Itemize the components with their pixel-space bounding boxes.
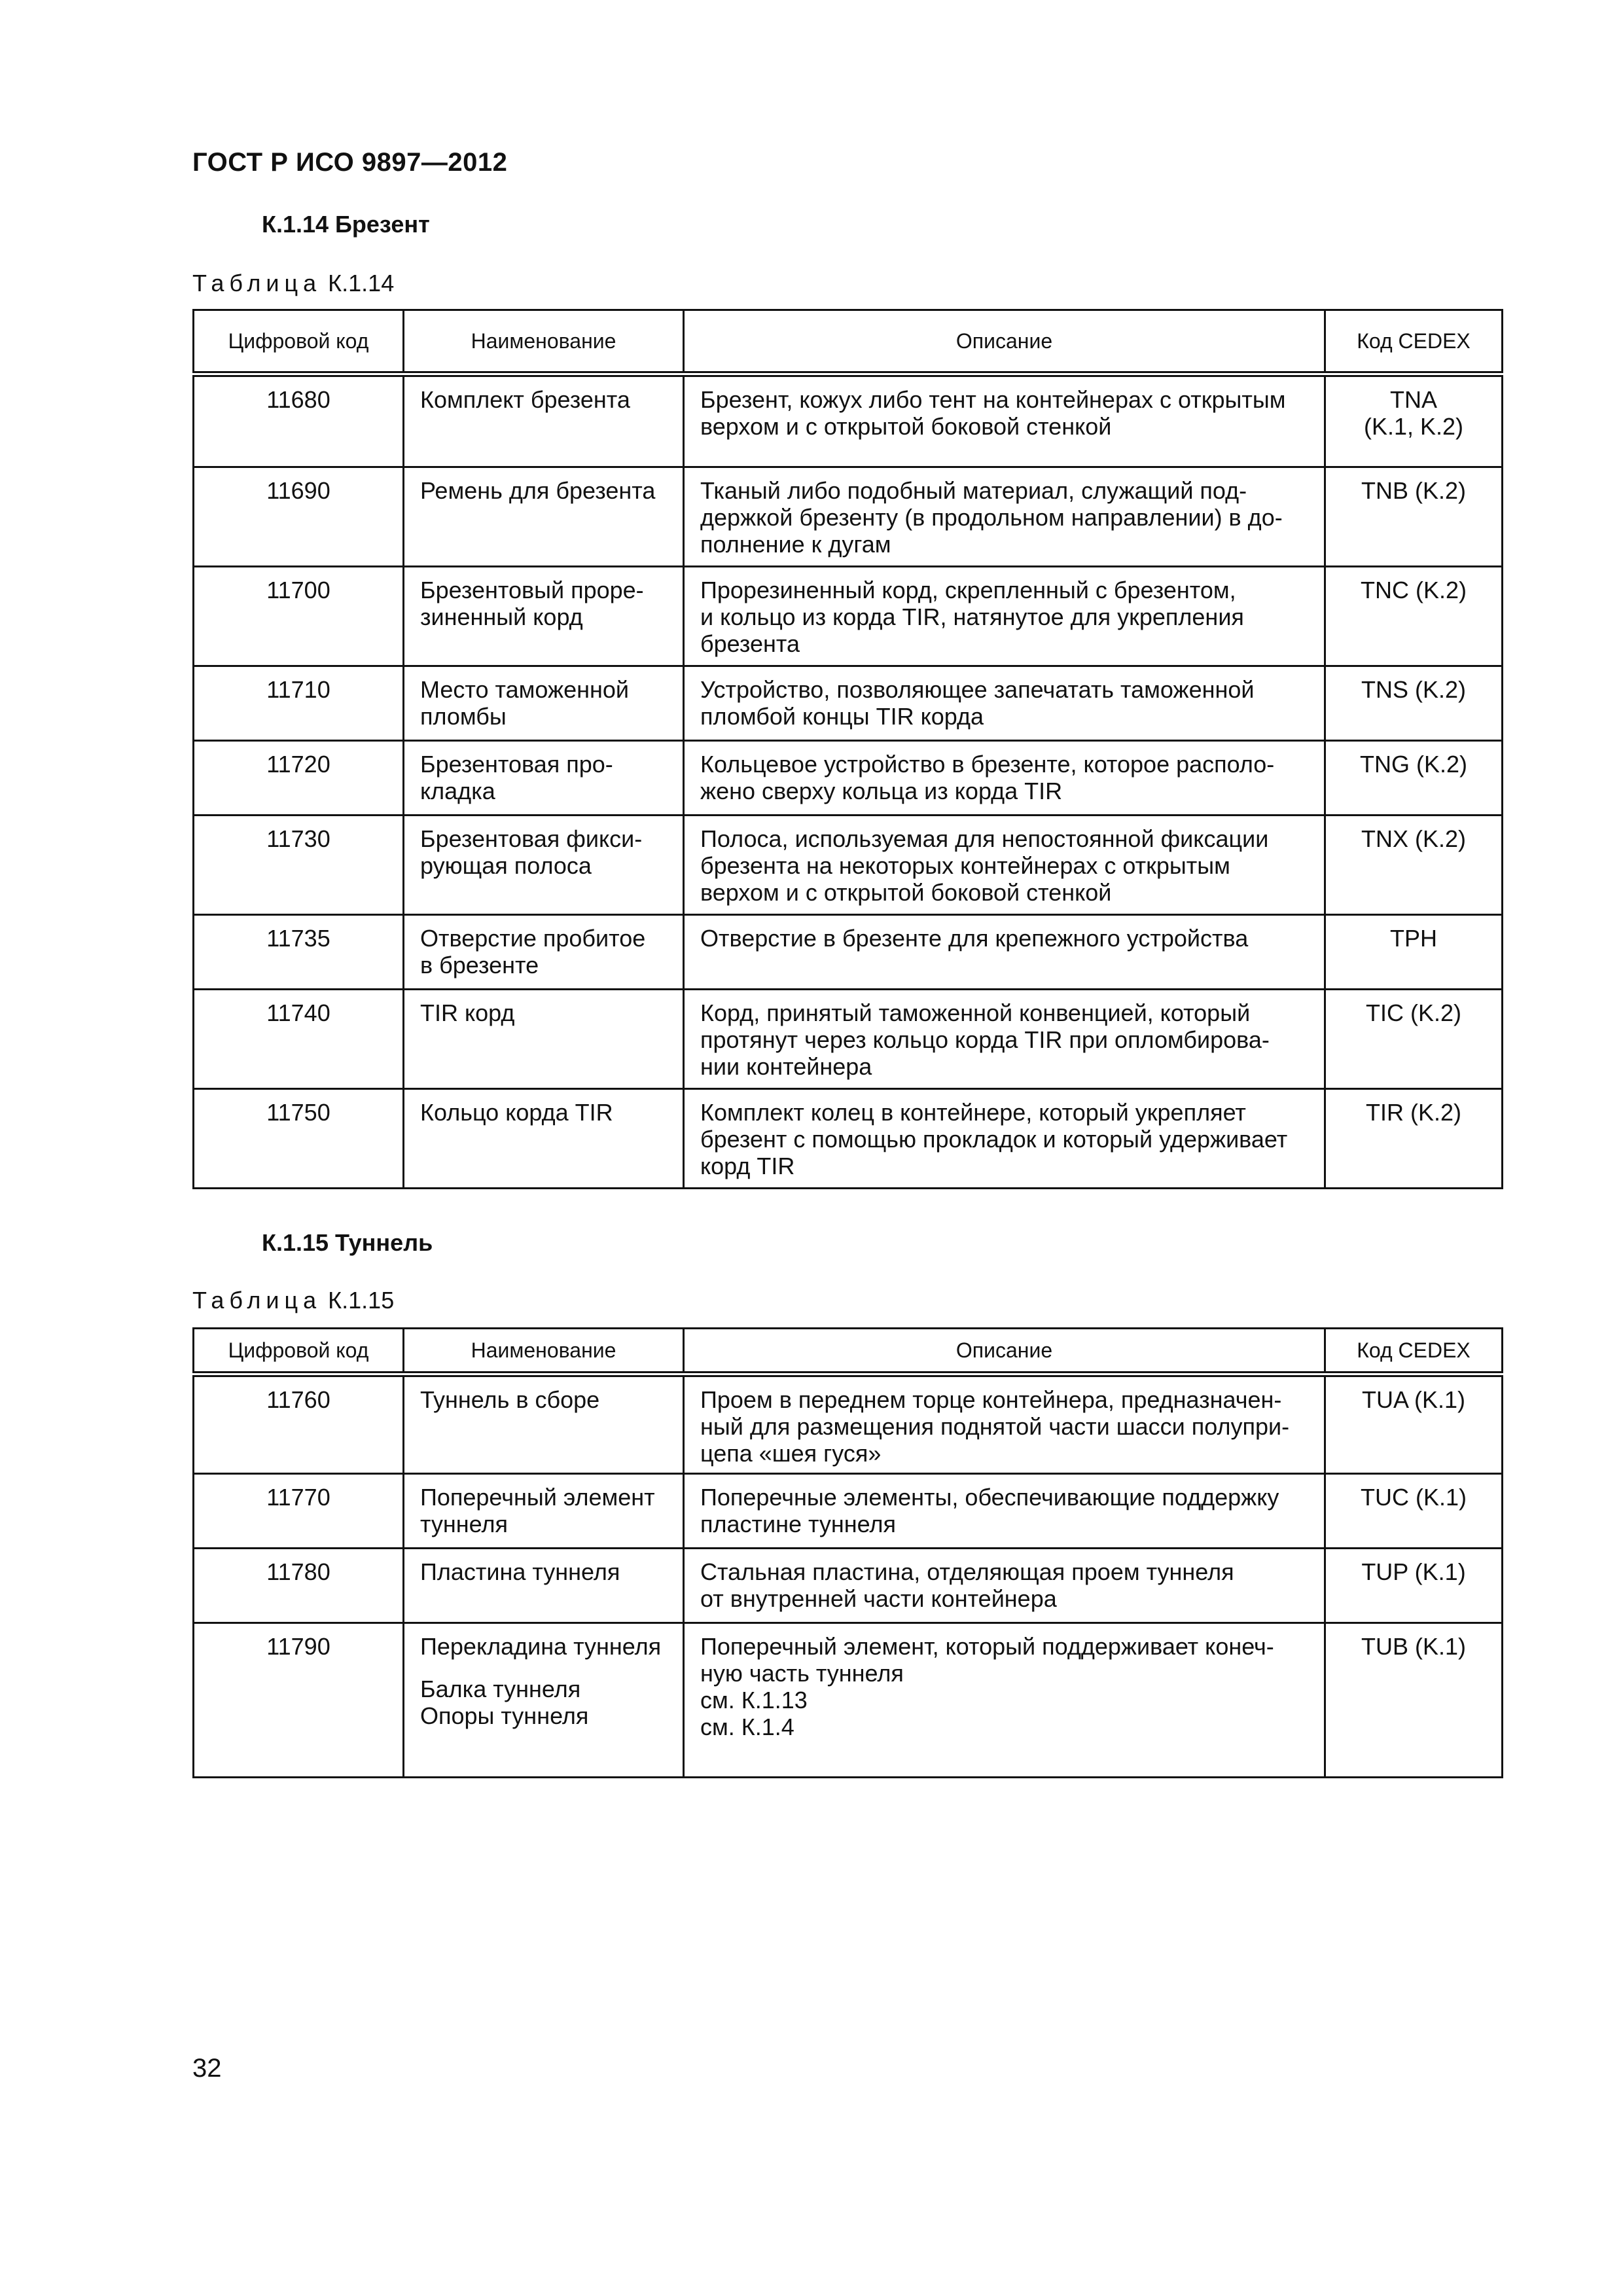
section-title-tunnel: К.1.15 Туннель (262, 1229, 433, 1256)
name-cell (404, 467, 684, 567)
description-cell (684, 1089, 1325, 1189)
description-line: Отверстие в брезенте для крепежного устройства (700, 925, 1249, 952)
description-line: цепа «шея гуся» (700, 1440, 882, 1467)
name-line: рующая полоса (420, 852, 592, 879)
table-row (194, 374, 1503, 467)
page-number: 32 (192, 2054, 222, 2083)
description-line: Корд, принятый таможенной конвенцией, который (700, 999, 1251, 1026)
description-cell (684, 1374, 1325, 1474)
description-line: Прорезиненный корд, скрепленный с брезентом, (700, 577, 1236, 603)
name-cell (404, 990, 684, 1089)
name-line: Место таможенной (420, 676, 629, 703)
table-caption-id: К.1.15 (328, 1287, 395, 1314)
table-header-row (194, 310, 1503, 374)
cedex-code-line: TIC (K.2) (1365, 999, 1461, 1026)
cedex-code-line: TIR (K.2) (1365, 1099, 1461, 1126)
description-line: верхом и с открытой боковой стенкой (700, 413, 1112, 440)
name-line: зиненный корд (420, 603, 583, 630)
name-line: Опоры туннеля (420, 1702, 589, 1729)
table-header-row (194, 1329, 1503, 1374)
cedex-code-line: TNG (K.2) (1359, 751, 1467, 778)
table-row (194, 1623, 1503, 1778)
column-header-cedex: Код CEDEX (1325, 1329, 1503, 1374)
code-cell: 11700 (194, 567, 404, 666)
description-cell (684, 816, 1325, 915)
name-line: Брезентовая фикси- (420, 825, 643, 852)
cedex-code-cell (1325, 467, 1503, 567)
description-line: см. К.1.13 (700, 1687, 808, 1713)
column-header-code: Цифровой код (194, 1329, 404, 1374)
description-line: ную часть туннеля (700, 1660, 904, 1687)
description-line: Проем в переднем торце контейнера, предназначен- (700, 1386, 1282, 1413)
description-cell (684, 915, 1325, 990)
code-cell: 11760 (194, 1374, 404, 1474)
description-cell (684, 1623, 1325, 1778)
cedex-code-cell (1325, 1374, 1503, 1474)
name-cell (404, 1623, 684, 1778)
name-line: Брезентовая про- (420, 751, 613, 778)
name-line: в брезенте (420, 952, 539, 978)
cedex-code-line: TNS (K.2) (1361, 676, 1466, 703)
table-body (194, 374, 1503, 1189)
name-cell (404, 1474, 684, 1549)
document-header: ГОСТ Р ИСО 9897—2012 (192, 148, 508, 177)
name-line: Отверстие пробитое (420, 925, 646, 952)
name-cell (404, 816, 684, 915)
cedex-code-cell (1325, 374, 1503, 467)
description-line: брезента на некоторых контейнерах с открытым (700, 852, 1230, 879)
name-line: Поперечный элемент (420, 1484, 655, 1511)
description-line: Кольцевое устройство в брезенте, которое располо- (700, 751, 1275, 778)
description-line: ный для размещения поднятой части шасси полупри- (700, 1413, 1290, 1440)
cedex-code-cell (1325, 1549, 1503, 1623)
cedex-code-line: TNB (K.2) (1361, 477, 1466, 504)
description-cell (684, 990, 1325, 1089)
table-row (194, 990, 1503, 1089)
cedex-code-line: TNC (K.2) (1361, 577, 1467, 603)
table-row (194, 1549, 1503, 1623)
table-caption-label: Таблица (192, 270, 322, 296)
description-line: Тканый либо подобный материал, служащий под- (700, 477, 1247, 504)
description-line: см. К.1.4 (700, 1713, 794, 1740)
table-row (194, 915, 1503, 990)
description-cell (684, 567, 1325, 666)
description-cell (684, 1549, 1325, 1623)
table-caption-k115 (192, 1287, 394, 1314)
table-caption-label: Таблица (192, 1287, 322, 1314)
name-cell (404, 374, 684, 467)
cedex-code-line: TNX (K.2) (1361, 825, 1466, 852)
name-line: Туннель в сборе (420, 1386, 600, 1413)
description-line: Полоса, используемая для непостоянной фиксации (700, 825, 1269, 852)
description-line: и кольцо из корда TIR, натянутое для укрепления (700, 603, 1244, 630)
description-line: брезент с помощью прокладок и который удерживает (700, 1126, 1288, 1153)
name-cell (404, 1089, 684, 1189)
cedex-code-cell (1325, 816, 1503, 915)
table-row (194, 1374, 1503, 1474)
description-line: протянут через кольцо корда TIR при опломбирова- (700, 1026, 1270, 1053)
name-cell (404, 915, 684, 990)
description-line: пластине туннеля (700, 1511, 897, 1537)
description-line: верхом и с открытой боковой стенкой (700, 879, 1112, 906)
table-k114 (192, 309, 1503, 1189)
description-line: корд TIR (700, 1153, 795, 1179)
name-line: Перекладина туннеля (420, 1633, 662, 1660)
cedex-code-line: TPH (1390, 925, 1437, 952)
table-row (194, 816, 1503, 915)
cedex-code-line: TUC (K.1) (1361, 1484, 1467, 1511)
cedex-code-cell (1325, 1089, 1503, 1189)
cedex-code-cell (1325, 1623, 1503, 1778)
column-header-description: Описание (684, 310, 1325, 374)
description-cell (684, 467, 1325, 567)
cedex-code-line: TUA (K.1) (1361, 1386, 1466, 1413)
code-cell: 11680 (194, 374, 404, 467)
cedex-code-line: TNA (1390, 386, 1437, 413)
column-header-description: Описание (684, 1329, 1325, 1374)
name-cell (404, 666, 684, 741)
code-cell: 11730 (194, 816, 404, 915)
table-body (194, 1374, 1503, 1778)
code-cell: 11750 (194, 1089, 404, 1189)
column-header-cedex: Код CEDEX (1325, 310, 1503, 374)
table-row (194, 1089, 1503, 1189)
description-cell (684, 1474, 1325, 1549)
description-line: брезента (700, 630, 800, 657)
column-header-name: Наименование (404, 310, 684, 374)
name-line: Балка туннеля (420, 1676, 581, 1702)
name-line: Ремень для брезента (420, 477, 656, 504)
name-line: Пластина туннеля (420, 1558, 620, 1585)
cedex-code-cell (1325, 567, 1503, 666)
description-line: Стальная пластина, отделяющая проем туннеля (700, 1558, 1234, 1585)
name-cell (404, 1549, 684, 1623)
cedex-code-cell (1325, 915, 1503, 990)
cedex-code-cell (1325, 666, 1503, 741)
description-line: пломбой концы TIR корда (700, 703, 984, 730)
column-header-name: Наименование (404, 1329, 684, 1374)
cedex-code-line: (K.1, K.2) (1363, 413, 1464, 440)
code-cell: 11710 (194, 666, 404, 741)
name-cell (404, 567, 684, 666)
cedex-code-cell (1325, 990, 1503, 1089)
column-header-code: Цифровой код (194, 310, 404, 374)
table-row (194, 467, 1503, 567)
name-line: TIR корд (420, 999, 515, 1026)
table-row (194, 1474, 1503, 1549)
description-line: Поперечные элементы, обеспечивающие поддержку (700, 1484, 1279, 1511)
name-line: туннеля (420, 1511, 508, 1537)
cedex-code-cell (1325, 1474, 1503, 1549)
code-cell: 11720 (194, 741, 404, 816)
table-k115 (192, 1327, 1503, 1778)
name-cell (404, 741, 684, 816)
description-cell (684, 741, 1325, 816)
name-line: пломбы (420, 703, 507, 730)
name-line (420, 1660, 675, 1676)
description-line: держкой брезенту (в продольном направлении) в до- (700, 504, 1283, 531)
code-cell: 11780 (194, 1549, 404, 1623)
description-line: Комплект колец в контейнере, который укрепляет (700, 1099, 1246, 1126)
description-line: Поперечный элемент, который поддерживает конеч- (700, 1633, 1274, 1660)
code-cell: 11735 (194, 915, 404, 990)
code-cell: 11690 (194, 467, 404, 567)
description-line: от внутренней части контейнера (700, 1585, 1057, 1612)
code-cell: 11740 (194, 990, 404, 1089)
code-cell: 11790 (194, 1623, 404, 1778)
description-line: Брезент, кожух либо тент на контейнерах с открытым (700, 386, 1286, 413)
section-title-tarpaulin: К.1.14 Брезент (262, 211, 430, 238)
table-caption-k114 (192, 270, 394, 297)
table-row (194, 567, 1503, 666)
name-line: Комплект брезента (420, 386, 630, 413)
description-line: жено сверху кольца из корда TIR (700, 778, 1063, 804)
table-caption-id: К.1.14 (328, 270, 395, 296)
description-line: нии контейнера (700, 1053, 872, 1080)
name-cell (404, 1374, 684, 1474)
name-line: Кольцо корда TIR (420, 1099, 613, 1126)
name-line: Брезентовый проре- (420, 577, 644, 603)
code-cell: 11770 (194, 1474, 404, 1549)
cedex-code-cell (1325, 741, 1503, 816)
cedex-code-line: TUP (K.1) (1361, 1558, 1466, 1585)
description-line: полнение к дугам (700, 531, 891, 558)
name-line: кладка (420, 778, 495, 804)
description-cell (684, 374, 1325, 467)
description-line: Устройство, позволяющее запечатать таможенной (700, 676, 1255, 703)
table-row (194, 741, 1503, 816)
cedex-code-line: TUB (K.1) (1361, 1633, 1466, 1660)
description-cell (684, 666, 1325, 741)
table-row (194, 666, 1503, 741)
